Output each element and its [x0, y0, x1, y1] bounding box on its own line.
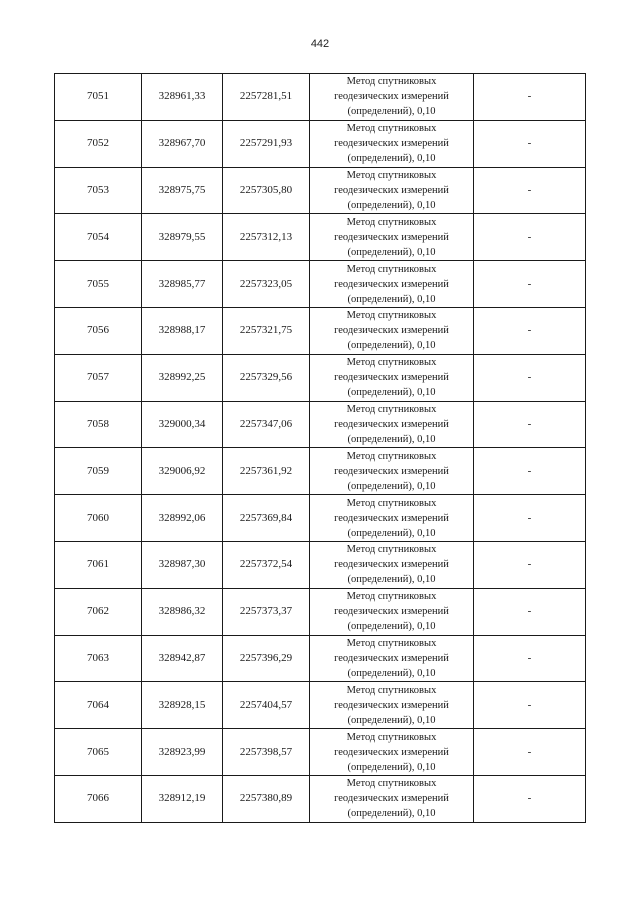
method-line: (определений), 0,10 — [347, 574, 436, 586]
method-cell — [310, 682, 474, 729]
y-coordinate-cell: 2257329,56 — [223, 354, 310, 401]
description-cell: - — [474, 214, 586, 261]
method-line: геодезических измерений — [334, 278, 449, 290]
method-line: геодезических измерений — [334, 652, 449, 664]
method-line: геодезических измерений — [334, 325, 449, 337]
method-line: Метод спутниковых — [346, 544, 437, 556]
x-coordinate-cell: 328987,30 — [142, 541, 223, 588]
method-line: Метод спутниковых — [346, 123, 437, 135]
point-number-cell: 7058 — [55, 401, 142, 448]
method-line: Метод спутниковых — [346, 357, 437, 369]
point-number-cell: 7061 — [55, 541, 142, 588]
method-line: геодезических измерений — [334, 465, 449, 477]
method-line: геодезических измерений — [334, 512, 449, 524]
method-line: (определений), 0,10 — [347, 293, 436, 305]
x-coordinate-cell: 329000,34 — [142, 401, 223, 448]
method-cell — [310, 307, 474, 354]
method-cell — [310, 448, 474, 495]
table-row — [55, 775, 586, 822]
method-line: Метод спутниковых — [346, 591, 437, 603]
description-cell: - — [474, 588, 586, 635]
description-cell: - — [474, 541, 586, 588]
method-line: (определений), 0,10 — [347, 808, 436, 820]
description-cell: - — [474, 729, 586, 776]
method-line: (определений), 0,10 — [347, 387, 436, 399]
method-cell — [310, 588, 474, 635]
point-number-cell: 7059 — [55, 448, 142, 495]
method-cell — [310, 541, 474, 588]
point-number-cell: 7053 — [55, 167, 142, 214]
table-row — [55, 682, 586, 729]
point-number-cell: 7056 — [55, 307, 142, 354]
description-cell: - — [474, 167, 586, 214]
method-line: геодезических измерений — [334, 793, 449, 805]
table-row — [55, 261, 586, 308]
description-cell: - — [474, 448, 586, 495]
y-coordinate-cell: 2257398,57 — [223, 729, 310, 776]
point-number-cell: 7055 — [55, 261, 142, 308]
method-line: Метод спутниковых — [346, 216, 437, 228]
point-number-cell: 7066 — [55, 775, 142, 822]
point-number-cell: 7064 — [55, 682, 142, 729]
x-coordinate-cell: 328928,15 — [142, 682, 223, 729]
table-row — [55, 401, 586, 448]
description-cell: - — [474, 495, 586, 542]
method-line: (определений), 0,10 — [347, 761, 436, 773]
method-cell — [310, 261, 474, 308]
method-cell — [310, 167, 474, 214]
coordinates-table — [54, 73, 586, 823]
point-number-cell: 7057 — [55, 354, 142, 401]
y-coordinate-cell: 2257396,29 — [223, 635, 310, 682]
method-line: Метод спутниковых — [346, 76, 437, 88]
x-coordinate-cell: 328979,55 — [142, 214, 223, 261]
x-coordinate-cell: 328967,70 — [142, 120, 223, 167]
point-number-cell: 7054 — [55, 214, 142, 261]
method-line: (определений), 0,10 — [347, 480, 436, 492]
point-number-cell: 7062 — [55, 588, 142, 635]
method-line: Метод спутниковых — [346, 403, 437, 415]
coordinates-table-body — [55, 74, 586, 823]
x-coordinate-cell: 329006,92 — [142, 448, 223, 495]
y-coordinate-cell: 2257372,54 — [223, 541, 310, 588]
method-cell — [310, 214, 474, 261]
point-number-cell: 7060 — [55, 495, 142, 542]
method-cell — [310, 74, 474, 121]
method-line: Метод спутниковых — [346, 310, 437, 322]
y-coordinate-cell: 2257291,93 — [223, 120, 310, 167]
method-line: Метод спутниковых — [346, 684, 437, 696]
point-number-cell: 7065 — [55, 729, 142, 776]
method-line: геодезических измерений — [334, 699, 449, 711]
y-coordinate-cell: 2257347,06 — [223, 401, 310, 448]
description-cell: - — [474, 74, 586, 121]
table-row — [55, 120, 586, 167]
method-line: геодезических измерений — [334, 231, 449, 243]
x-coordinate-cell: 328975,75 — [142, 167, 223, 214]
page-number: 442 — [310, 38, 330, 50]
method-line: (определений), 0,10 — [347, 621, 436, 633]
x-coordinate-cell: 328992,06 — [142, 495, 223, 542]
description-cell: - — [474, 635, 586, 682]
y-coordinate-cell: 2257369,84 — [223, 495, 310, 542]
method-line: Метод спутниковых — [346, 450, 437, 462]
description-cell: - — [474, 120, 586, 167]
method-cell — [310, 354, 474, 401]
point-number-cell: 7051 — [55, 74, 142, 121]
x-coordinate-cell: 328942,87 — [142, 635, 223, 682]
table-row — [55, 74, 586, 121]
table-row — [55, 495, 586, 542]
method-line: геодезических измерений — [334, 418, 449, 430]
method-line: (определений), 0,10 — [347, 340, 436, 352]
table-row — [55, 354, 586, 401]
table-row — [55, 635, 586, 682]
table-row — [55, 541, 586, 588]
x-coordinate-cell: 328961,33 — [142, 74, 223, 121]
method-cell — [310, 401, 474, 448]
method-line: (определений), 0,10 — [347, 527, 436, 539]
table-row — [55, 167, 586, 214]
table-row — [55, 307, 586, 354]
method-line: (определений), 0,10 — [347, 106, 436, 118]
method-line: геодезических измерений — [334, 91, 449, 103]
y-coordinate-cell: 2257305,80 — [223, 167, 310, 214]
y-coordinate-cell: 2257361,92 — [223, 448, 310, 495]
method-line: Метод спутниковых — [346, 731, 437, 743]
method-line: (определений), 0,10 — [347, 714, 436, 726]
method-line: Метод спутниковых — [346, 497, 437, 509]
method-line: геодезических измерений — [334, 184, 449, 196]
method-line: (определений), 0,10 — [347, 667, 436, 679]
table-row — [55, 448, 586, 495]
x-coordinate-cell: 328985,77 — [142, 261, 223, 308]
method-line: (определений), 0,10 — [347, 246, 436, 258]
x-coordinate-cell: 328992,25 — [142, 354, 223, 401]
description-cell: - — [474, 682, 586, 729]
method-line: геодезических измерений — [334, 372, 449, 384]
method-line: геодезических измерений — [334, 559, 449, 571]
description-cell: - — [474, 307, 586, 354]
method-line: (определений), 0,10 — [347, 433, 436, 445]
y-coordinate-cell: 2257312,13 — [223, 214, 310, 261]
table-row — [55, 729, 586, 776]
method-line: Метод спутниковых — [346, 169, 437, 181]
x-coordinate-cell: 328986,32 — [142, 588, 223, 635]
method-cell — [310, 635, 474, 682]
method-cell — [310, 120, 474, 167]
table-row — [55, 214, 586, 261]
method-cell — [310, 495, 474, 542]
y-coordinate-cell: 2257380,89 — [223, 775, 310, 822]
x-coordinate-cell: 328912,19 — [142, 775, 223, 822]
method-line: (определений), 0,10 — [347, 153, 436, 165]
y-coordinate-cell: 2257281,51 — [223, 74, 310, 121]
method-line: геодезических измерений — [334, 606, 449, 618]
point-number-cell: 7052 — [55, 120, 142, 167]
y-coordinate-cell: 2257323,05 — [223, 261, 310, 308]
method-line: Метод спутниковых — [346, 778, 437, 790]
description-cell: - — [474, 261, 586, 308]
point-number-cell: 7063 — [55, 635, 142, 682]
method-cell — [310, 775, 474, 822]
y-coordinate-cell: 2257321,75 — [223, 307, 310, 354]
method-cell — [310, 729, 474, 776]
y-coordinate-cell: 2257404,57 — [223, 682, 310, 729]
table-row — [55, 588, 586, 635]
description-cell: - — [474, 401, 586, 448]
x-coordinate-cell: 328923,99 — [142, 729, 223, 776]
method-line: Метод спутниковых — [346, 263, 437, 275]
method-line: геодезических измерений — [334, 138, 449, 150]
method-line: Метод спутниковых — [346, 637, 437, 649]
method-line: геодезических измерений — [334, 746, 449, 758]
x-coordinate-cell: 328988,17 — [142, 307, 223, 354]
description-cell: - — [474, 775, 586, 822]
y-coordinate-cell: 2257373,37 — [223, 588, 310, 635]
description-cell: - — [474, 354, 586, 401]
method-line: (определений), 0,10 — [347, 199, 436, 211]
